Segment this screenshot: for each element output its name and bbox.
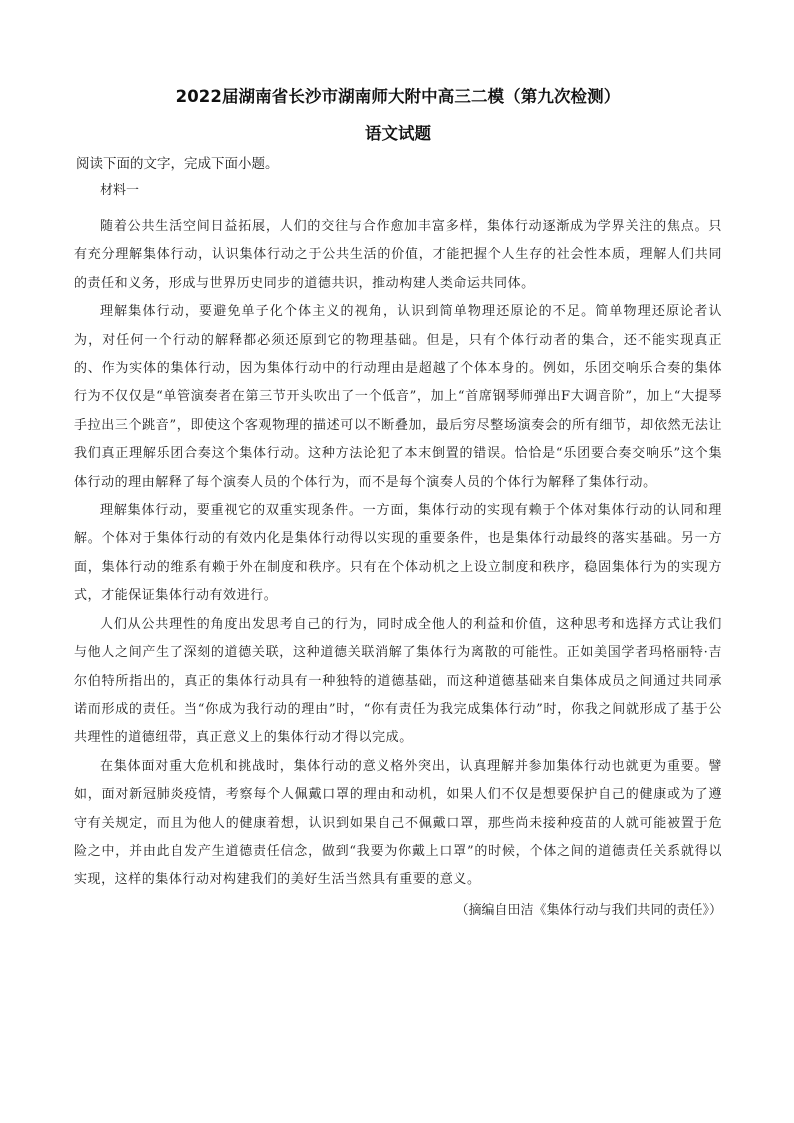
paragraph-3: 理解集体行动，要重视它的双重实现条件。一方面，集体行动的实现有赖于个体对集体行动的认同和理解。个体对于集体行动的有效内化是集体行动得以实现的重要条件，也是集体行动最终的落实基础。另一方面，集体行动的维系有赖于外在制度和秩序。只有在个体动机之上设立制度和秩序，稳固集体行为的实现方式，才能保证集体行动有效进行。 <box>74 503 722 604</box>
material-label: 材料一 <box>100 183 140 198</box>
document-title: 2022届湖南省长沙市湖南师大附中高三二模（第九次检测） <box>175 87 621 106</box>
paragraph-2: 理解集体行动，要避免单子化个体主义的视角，认识到简单物理还原论的不足。简单物理还原论者认为，对任何一个行动的解释都必须还原到它的物理基础。但是，只有个体行动者的集合，还不能实现真正的、作为实体的集体行动，因为集体行动中的行动理由是超越了个体本身的。例如，乐团交响乐合奏的集体行为不仅仅是“单管演奏者在第三节开头吹出了一个低音”，加上“首席钢琴师弹出F大调音阶”，加上“大提琴手拉出三个跳音”，即使这个客观物理的描述可以不断叠加，最后穷尽整场演奏会的所有细节，却依然无法让我们真正理解乐团合奏这个集体行动。这种方法论犯了本末倒置的错误。恰恰是“乐团要合奏交响乐”这个集体行动的理由解释了每个演奏人员的个体行为，而不是每个演奏人员的个体行为解释了集体行动。 <box>74 304 722 490</box>
source-citation: （摘编自田洁《集体行动与我们共同的责任》） <box>455 902 722 918</box>
paragraph-5: 在集体面对重大危机和挑战时，集体行动的意义格外突出，认真理解并参加集体行动也就更为重要。譬如，面对新冠肺炎疫情，考察每个人佩戴口罩的理由和动机，如果人们不仅是想要保护自己的健康或为了遵守有关规定，而且为他人的健康着想，认识到如果自己不佩戴口罩，那些尚未接种疫苗的人就可能被置于危险之中，并由此自发产生道德责任信念，做到“我要为你戴上口罩”的时候，个体之间的道德责任关系就得以实现，这样的集体行动对构建我们的美好生活当然具有重要的意义。 <box>74 758 722 888</box>
document-subtitle: 语文试题 <box>365 124 431 143</box>
paragraph-4: 人们从公共理性的角度出发思考自己的行为，同时成全他人的利益和价值，这种思考和选择方式让我们与他人之间产生了深刻的道德关联，这种道德关联消解了集体行为离散的可能性。正如美国学者玛格丽特·吉尔伯特所指出的，真正的集体行动具有一种独特的道德基础，而这种道德基础来自集体成员之间通过共同承诺而形成的责任。当“你成为我行动的理由”时，“你有责任为我完成集体行动”时，你我之间就形成了基于公共理性的道德纽带，真正意义上的集体行动才得以完成。 <box>74 616 722 746</box>
paragraph-1: 随着公共生活空间日益拓展，人们的交往与合作愈加丰富多样，集体行动逐渐成为学界关注的焦点。只有充分理解集体行动，认识集体行动之于公共生活的价值，才能把握个人生存的社会性本质，理解人们共同的责任和义务，形成与世界历史同步的道德共识，推动构建人类命运共同体。 <box>74 219 722 291</box>
reading-instruction: 阅读下面的文字，完成下面小题。 <box>76 156 279 172</box>
